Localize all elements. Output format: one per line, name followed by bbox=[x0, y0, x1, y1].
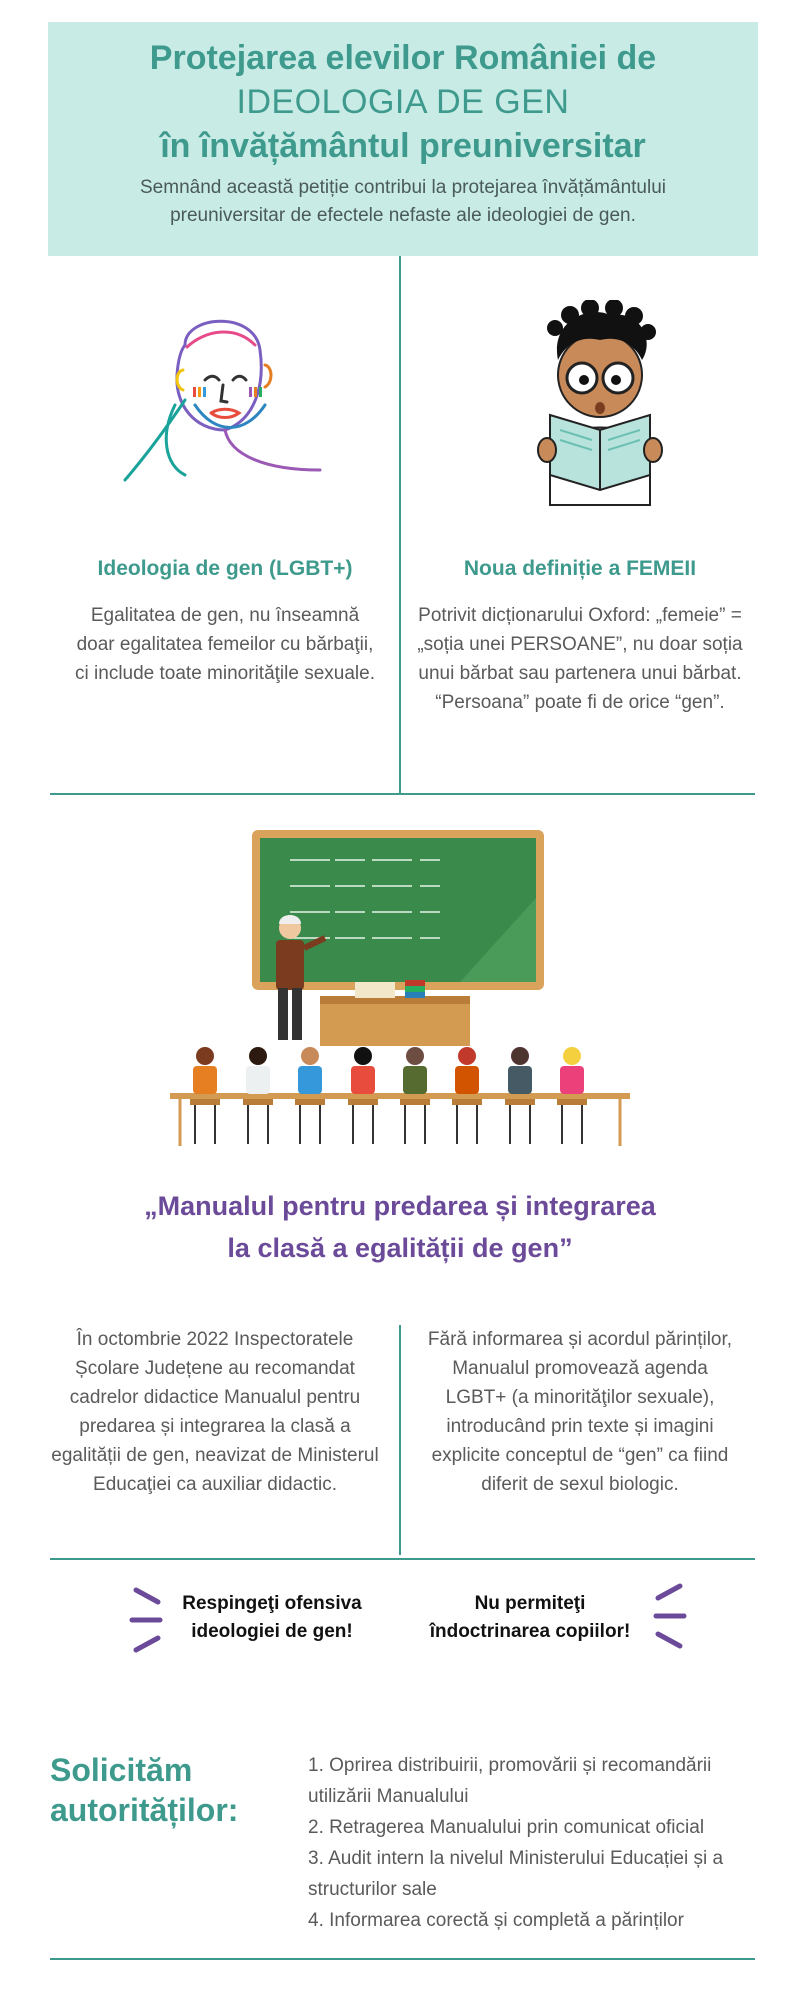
request-title-line-1: Solicităm bbox=[50, 1752, 193, 1788]
divider-vertical-top bbox=[399, 256, 401, 793]
emphasis-lines-left-icon bbox=[128, 1582, 168, 1658]
right-column-text: Potrivit dicționarului Oxford: „femeie” = „soția unei PERSOANE”, nu doar soția unui bărbat sau partenera unui bărbat. “Persoana” poate fi de orice “gen”. bbox=[417, 605, 743, 713]
manual-title-line-2: la clasă a egalității de gen” bbox=[227, 1233, 573, 1263]
header-banner bbox=[48, 22, 758, 256]
line-art-face-illustration bbox=[115, 305, 335, 505]
details-left-text: În octombrie 2022 Inspectoratele Școlare Județene au recomandat cadrelor didactice Manualul pentru predarea și integrarea la clasă a egalității de gen, neavizat de Ministerul Educaţiei ca auxiliar didactic. bbox=[51, 1329, 379, 1495]
request-item: 4. Informarea corectă și completă a părinților bbox=[308, 1910, 684, 1931]
manual-title-line-1: „Manualul pentru predarea și integrarea bbox=[144, 1191, 656, 1221]
left-column-text: Egalitatea de gen, nu înseamnă doar egalitatea femeilor cu bărbaţii, ci include toate minorităţile sexuale. bbox=[75, 605, 375, 684]
request-item: 2. Retragerea Manualului prin comunicat oficial bbox=[308, 1817, 705, 1838]
divider-horizontal-2 bbox=[50, 1558, 755, 1560]
classroom-illustration bbox=[160, 828, 640, 1150]
request-item: 3. Audit intern la nivelul Ministerului Educației și a structurilor sale bbox=[308, 1848, 724, 1900]
details-right-text: Fără informarea și acordul părinților, Manualul promovează agenda LGBT+ (a minorităţilor sexuale), introducând prin texte și imagini explicite conceptul de “gen” ca fiind diferit de sexul biologic. bbox=[427, 1329, 733, 1495]
request-list bbox=[308, 1750, 758, 1936]
title-line-3: în învățământul preuniversitar bbox=[160, 127, 646, 165]
cta-right-text: Nu permiteţi îndoctrinarea copiilor! bbox=[429, 1593, 631, 1642]
request-title-line-2: autorităților: bbox=[50, 1792, 239, 1828]
emphasis-lines-right-icon bbox=[648, 1578, 688, 1654]
title-line-1: Protejarea elevilor României de bbox=[149, 39, 657, 77]
cta-left-text: Respingeţi ofensiva ideologiei de gen! bbox=[182, 1593, 362, 1642]
header-subtitle: Semnând această petiție contribui la protejarea învățământului preuniversitar de efectele nefaste ale ideologiei de gen. bbox=[140, 177, 666, 226]
divider-horizontal-1 bbox=[50, 793, 755, 795]
request-title bbox=[50, 1750, 238, 1830]
divider-horizontal-3 bbox=[50, 1958, 755, 1960]
boy-reading-book-illustration bbox=[510, 300, 690, 510]
left-column-title: Ideologia de gen (LGBT+) bbox=[97, 557, 353, 580]
title-line-2: IDEOLOGIA DE GEN bbox=[236, 83, 570, 121]
request-item: 1. Oprirea distribuirii, promovării și recomandării utilizării Manualului bbox=[308, 1755, 712, 1807]
right-column-title: Noua definiție a FEMEII bbox=[463, 557, 697, 580]
divider-vertical-bottom bbox=[399, 1325, 401, 1555]
manual-title bbox=[40, 1185, 760, 1269]
